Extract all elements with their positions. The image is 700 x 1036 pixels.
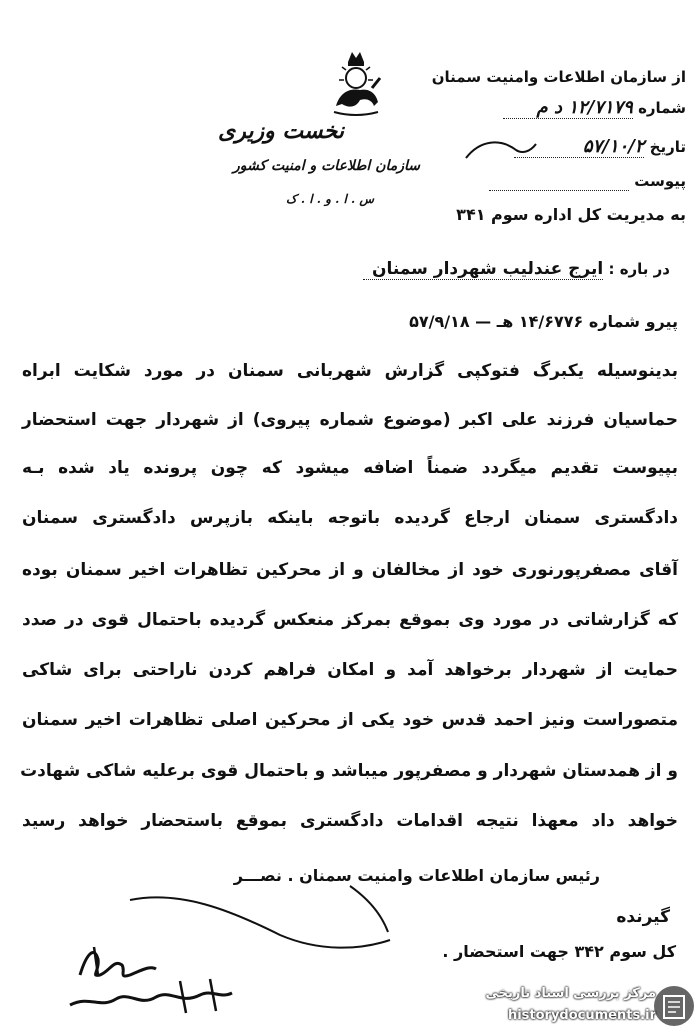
lion-and-sun-emblem-icon (326, 48, 386, 118)
body-line: خواهد داد معهذا نتیجه اقدامات دادگستری بموقع باستحضار خواهد رسید (22, 811, 678, 831)
body-line: آقای مصفرپورنوری خود از مخالفان و از محرکین تظاهرات اخیر سمنان بوده (22, 560, 678, 580)
body-line: که گزارشاتی در مورد وی بموقع بمرکز منعکس گردیده باحتمال قوی در صدد (22, 610, 678, 630)
date-value: ۵۷/۱۰/۲ (514, 136, 644, 158)
date-row (514, 136, 686, 158)
handwritten-initials-icon (60, 935, 250, 1025)
body-line: متصوراست ونیز احمد قدس خود یکی از محرکین اصلی تظاهرات اخیر سمنان (22, 710, 678, 730)
emblem-title: نخست وزیری (218, 118, 344, 144)
subject-value: ایرج عندلیب شهردار سمنان (363, 259, 603, 280)
reference-line: پیرو شماره ۱۴/۶۷۷۶ هـ — ۵۷/۹/۱۸ (409, 312, 678, 331)
handwritten-check-icon (460, 130, 540, 170)
attachment-label: پیوست (634, 172, 686, 190)
number-value: ۱۲/۷۱۷۹ د م (503, 97, 633, 119)
attachment-row (489, 172, 686, 191)
body-line: حمایت از شهردار برخواهد آمد و امکان فراهم کردن ناراحتی برای شاکی (22, 660, 678, 680)
emblem-code: س . ا . و . ا . ک (286, 192, 374, 206)
watermark-logo-icon (652, 982, 696, 1030)
attachment-value (489, 172, 629, 191)
watermark-url: historydocuments.ir (507, 1008, 656, 1023)
body-line: حماسیان فرزند علی اکبر (موضوع شماره پیروی) از شهردار جهت استحضار (22, 410, 678, 430)
subject-label: در باره : (608, 260, 670, 278)
watermark-text: مرکز بررسی اسناد تاریخی (485, 986, 656, 1001)
recipients-label: گیرنده (616, 907, 670, 927)
number-row (503, 97, 686, 119)
org-line: از سازمان اطلاعات وامنیت سمنان (431, 68, 686, 86)
to-line: به مدیریت کل اداره سوم ۳۴۱ (456, 205, 686, 224)
number-label: شماره (638, 99, 686, 117)
body-line: بپیوست تقدیم میگردد ضمناً اضافه میشود که چون پرونده یاد شده بـه (22, 458, 678, 478)
signature-line: رئیس سازمان اطلاعات وامنیت سمنان . نصـــر (233, 866, 600, 885)
date-label: تاریخ (649, 138, 686, 156)
body-line: دادگستری سمنان ارجاع گردیده باتوجه باینکه بازپرس دادگستری سمنان (22, 508, 678, 528)
body-line: و از همدستان شهردار و مصفرپور میباشد و باحتمال قوی برعلیه شاکی شهادت (20, 761, 678, 781)
subject-row (363, 259, 670, 280)
emblem-subtitle: سازمان اطلاعات و امنیت کشور (233, 158, 420, 174)
recipients-line: کل سوم ۳۴۲ جهت استحضار . (442, 942, 676, 961)
body-line: بدینوسیله یکبرگ فتوکپی گزارش شهربانی سمنان در مورد شکایت ابراه (22, 361, 678, 381)
